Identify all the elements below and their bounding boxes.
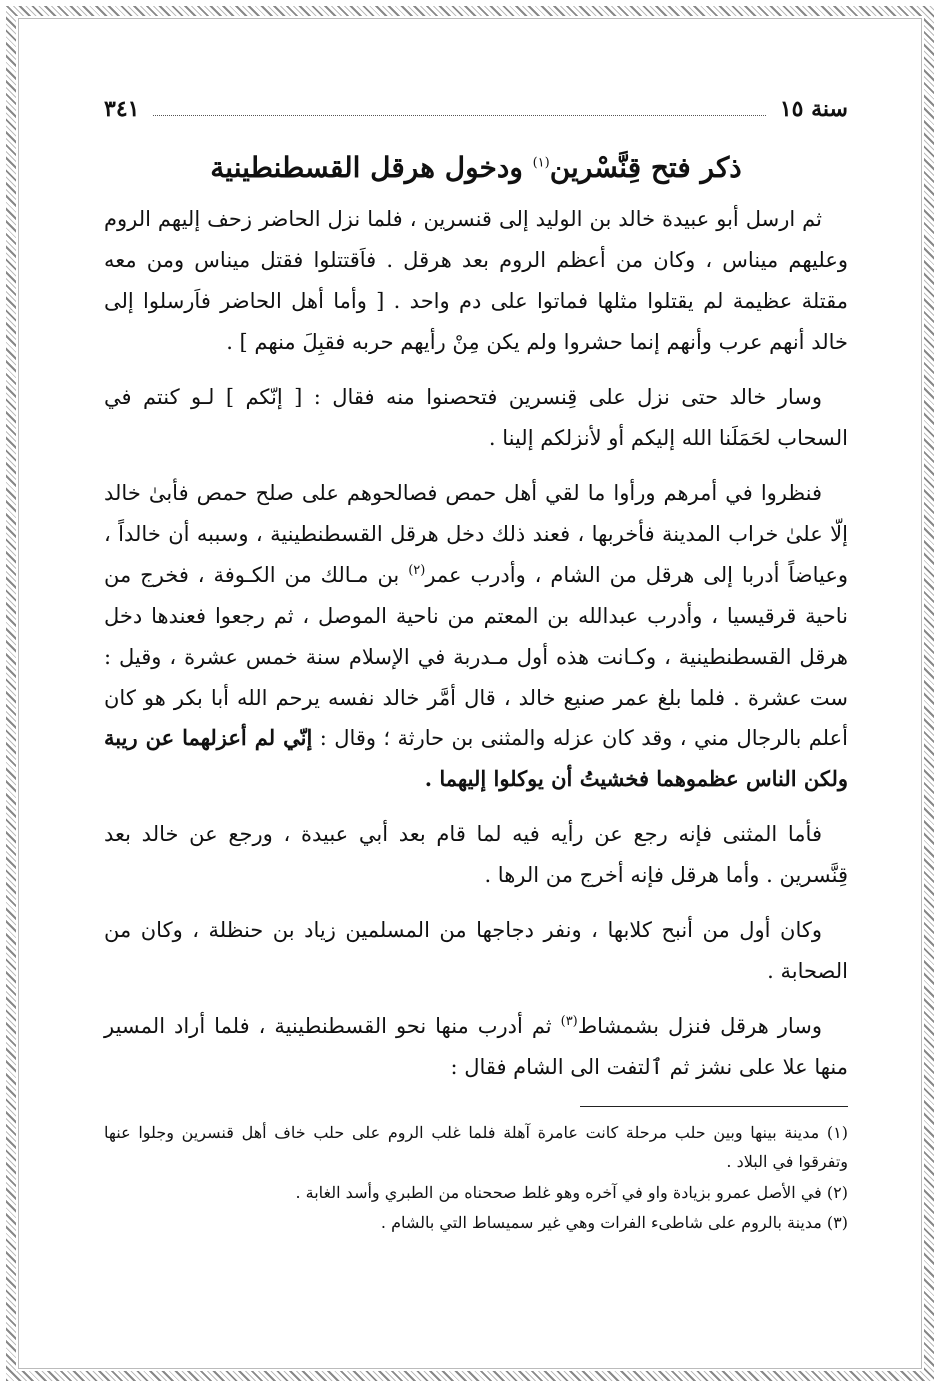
- footnote-separator: [580, 1106, 848, 1107]
- paragraph-4: فأما المثنى فإنه رجع عن رأيه فيه لما قام بعد أبي عبيدة ، ورجع عن خالد بعد قِنَّسرين . وأما هرقل فإنه أخرج من الرها .: [104, 822, 848, 888]
- paragraph-2: وسار خالد حتى نزل على قِنسرين فتحصنوا منه فقال : [ إنّكم ] لـو كنتم في السحاب لحَمَلَنا الله إليكم أو لأنزلكم إلينا .: [104, 384, 848, 450]
- chapter-title-part-1: ذكر فتح قِنَّسْرين: [549, 151, 742, 184]
- paragraph-5: وكان أول من أنبح كلابها ، ونفر دجاجها من المسلمين زياد بن حنظلة ، وكان من الصحابة .: [104, 918, 848, 984]
- chapter-title-part-2: ودخول هرقل القسطنطينية: [210, 151, 533, 184]
- footnote-ref-1: (١): [532, 155, 550, 171]
- paragraph-6-text-b: ثم أدرب منها نحو القسطنطينية ، فلما أراد المسير منها علا على نشز ثم ٱلتفت الى الشام فقال :: [104, 1014, 848, 1079]
- paragraph-3-text-a: فنظروا في أمرهم ورأوا ما لقي أهل حمص فصالحوهم على صلح حمص فأبىٰ خالد إلّا علىٰ خراب المدينة فأخربها ، فعند ذلك دخل هرقل القسطنطينية ، وسببه أن خالداً ، وعياضاً أدربا إلى هرقل من الشام ، وأدرب عمر: [104, 480, 848, 587]
- running-header: [104, 92, 848, 126]
- paragraph-3-text-b: بن مـالك من الكـوفة ، فخرج من ناحية قرقيسيا ، وأدرب عبدالله بن المعتم من ناحية الموصل ، ثم رجعوا فعندها دخل هرقل القسطنطينية ، وكـانت هذه أول مـدربة في الإسلام سنة خمس عشرة ، وقيل : ست عشرة . فلما بلغ عمر صنيع خالد ، قال أمَّر خالد نفسه يرحم الله أبا بكر هو كان أعلم بالرجال مني ، وقد كان عزله والمثنى بن حارثة ؛ وقال :: [104, 562, 848, 751]
- footnote-1: (١) مدينة بينها وبين حلب مرحلة كانت عامرة آهلة فلما غلب الروم على حلب خاف أهل قنسرين وجلوا عنها وتفرقوا في البلاد .: [104, 1122, 848, 1171]
- footnote-ref-3: (٣): [560, 1014, 578, 1030]
- paragraph-3: [104, 473, 848, 801]
- paragraph-3-bold-quote: إنّي لم أعزلهما عن ريبة ولكن الناس عظموهما فخشيتُ أن يوكلوا إليهما .: [104, 725, 848, 792]
- paragraph-6-text-a: وسار هرقل فنزل بشمشاط: [577, 1014, 822, 1039]
- paragraph-1: ثم ارسل أبو عبيدة خالد بن الوليد إلى قنسرين ، فلما نزل الحاضر زحف إليهم الروم وعليهم ميناس ، وكان من أعظم الروم بعد هرقل . فاَقتتلوا فقتل ميناس ومن معه مقتلة عظيمة لم يقتلوا مثلها فماتوا على دم واحد . [ وأما أهل الحاضر فاَرسلوا إلى خالد أنهم عرب وأنهم إنما حشروا ولم يكن مِنْ رأيهم حربه فقبِلَ منهم ] .: [104, 207, 848, 354]
- footnote-3: (٣) مدينة بالروم على شاطىء الفرات وهي غير سميساط التي بالشام .: [380, 1213, 848, 1233]
- paragraph-6: [104, 1006, 848, 1088]
- page-number: ٣٤١: [104, 96, 140, 122]
- footnote-ref-2: (٢): [408, 562, 426, 578]
- footnote-2: (٢) في الأصل عمرو بزيادة واو في آخره وهو غلط صححناه من الطبري وأسد الغابة .: [295, 1182, 848, 1202]
- header-section: سنة ١٥: [779, 96, 848, 122]
- book-page: [104, 92, 848, 1240]
- header-dotted-leader: [153, 103, 765, 116]
- chapter-title: [104, 148, 848, 187]
